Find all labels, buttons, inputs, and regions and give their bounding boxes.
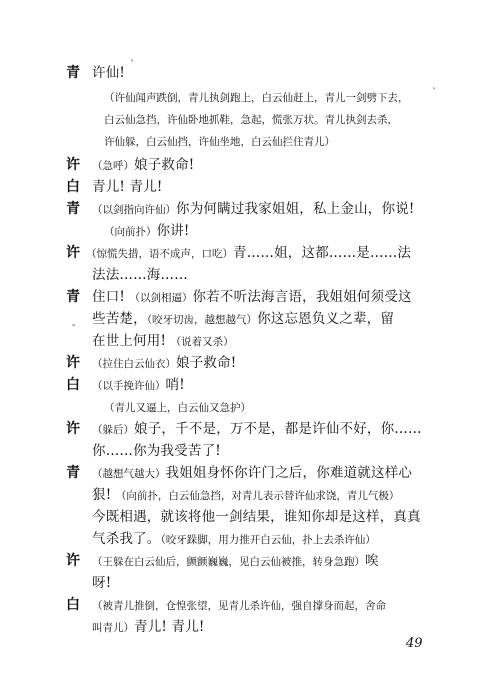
stage-direction: 叫青儿） xyxy=(92,622,134,634)
stage-direction-line: 白云仙急挡，许仙卧地抓鞋，急起，慌张万状。青儿执剑去杀， xyxy=(104,114,398,126)
speaker-name: 青 xyxy=(66,65,80,81)
dialogue-line xyxy=(92,506,452,528)
stray-mark: - xyxy=(72,320,76,331)
speech-text: 在世上何用! xyxy=(92,333,171,349)
speech-text: 娘子救命! xyxy=(176,355,237,371)
stage-direction: （说着又杀） xyxy=(170,336,234,348)
stage-direction: （咬牙切齿，越想越气） xyxy=(146,314,258,326)
stage-direction: （躲后） xyxy=(92,424,134,436)
dialogue-line xyxy=(104,396,464,419)
stage-direction-line: 许仙躲，白云仙挡，许仙坐地，白云仙拦住青儿） xyxy=(104,136,335,148)
stray-mark: ` xyxy=(130,60,135,71)
stage-direction: （向前扑，白云仙急挡，对青儿表示替许仙求饶，青儿气极） xyxy=(115,490,400,502)
dialogue-line xyxy=(92,286,452,309)
speech-text: 狠! xyxy=(92,487,116,503)
speech-text: 些苦楚， xyxy=(92,311,147,327)
speaker-name: 白 xyxy=(66,179,80,195)
speaker-name: 许 xyxy=(66,355,80,371)
dialogue-line xyxy=(92,308,452,331)
dialogue-line xyxy=(92,462,452,485)
speech-text: 我姐姐身怀你许门之后，你难道就这样心 xyxy=(165,465,413,481)
dialogue-line xyxy=(92,418,452,441)
stray-mark: ` xyxy=(432,88,437,99)
stage-direction: （咬牙跺脚，用力推开白云仙，扑上去杀许仙） xyxy=(160,534,376,546)
dialogue-line xyxy=(92,374,452,397)
speech-text: 你若不听法海言语，我姐姐何须受这 xyxy=(192,289,412,305)
stage-direction: （青儿又逼上，白云仙又急护） xyxy=(104,402,251,414)
speech-text: 许仙! xyxy=(92,65,126,81)
speaker-name: 青 xyxy=(66,289,80,305)
dialogue-line xyxy=(92,176,452,198)
speaker-name: 许 xyxy=(66,421,80,437)
stage-direction: （以剑指向许仙） xyxy=(92,204,176,216)
speech-text: 法法……海…… xyxy=(92,267,188,283)
stage-direction: （以手挽许仙） xyxy=(92,380,166,392)
dialogue-line xyxy=(92,330,452,353)
stage-direction: （急呼） xyxy=(92,160,134,172)
dialogue-line xyxy=(92,352,452,375)
stage-direction: （越想气越大） xyxy=(92,468,166,480)
dialogue-line xyxy=(92,594,452,617)
speech-text: 娘子救命! xyxy=(134,157,195,173)
dialogue-line xyxy=(104,220,464,243)
stage-direction-line: （许仙闻声跌倒，青儿执剑跑上，白云仙赶上，青儿一剑劈下去， xyxy=(104,92,409,104)
speech-text: 青儿! 青儿! xyxy=(92,179,163,195)
speaker-name: 白 xyxy=(66,377,80,393)
dialogue-line xyxy=(92,264,452,286)
speaker-name: 青 xyxy=(66,201,80,217)
dialogue-line xyxy=(86,242,446,265)
speech-text: 今既相遇，就该将他一剑结果，谁知你却是这样，真真 xyxy=(92,509,421,525)
speaker-name: 青 xyxy=(66,465,80,481)
dialogue-line xyxy=(92,528,452,551)
speech-text: 唉 xyxy=(365,553,379,569)
dialogue-line xyxy=(92,198,452,221)
speaker-name: 许 xyxy=(66,245,80,261)
dialogue-line xyxy=(92,572,452,594)
page-number: 49 xyxy=(406,636,423,651)
stage-direction: （拉住白云仙衣） xyxy=(92,358,176,370)
dialogue-line xyxy=(92,440,452,462)
stage-direction: （以剑相逼） xyxy=(129,292,193,304)
speaker-name: 白 xyxy=(66,597,80,613)
stage-direction: （王躲在白云仙后，颤颤巍巍，见白云仙被推，转身急跑） xyxy=(92,556,365,568)
stage-direction: （惊慌失措，语不成声，口吃） xyxy=(86,248,233,260)
speech-text: 娘子，千不是，万不是，都是许仙不好，你…… xyxy=(134,421,422,437)
speech-text: 气杀我了。 xyxy=(92,531,161,547)
speech-text: 青儿! 青儿! xyxy=(134,619,205,635)
speaker-name: 许 xyxy=(66,157,80,173)
speech-text: 住口! xyxy=(92,289,130,305)
dialogue-line xyxy=(92,616,452,639)
speech-text: 哨! xyxy=(165,377,185,393)
stage-direction: （被青儿推倒，仓惶张望，见青儿杀许仙，强自撑身而起，舍命 xyxy=(92,600,386,612)
speaker-name: 许 xyxy=(66,553,80,569)
speech-text: 呀! xyxy=(92,575,112,591)
speech-text: 你……你为我受苦了! xyxy=(92,443,221,459)
dialogue-line xyxy=(92,550,452,573)
dialogue-line xyxy=(92,154,452,177)
speech-text: 青……姐，这都……是……法 xyxy=(233,245,412,261)
dialogue-line xyxy=(92,62,452,84)
speech-text: 你这忘恩负义之辈，留 xyxy=(257,311,395,327)
speech-text: 你讲! xyxy=(156,223,190,239)
stage-direction: （向前扑） xyxy=(104,226,157,238)
speech-text: 你为何瞒过我家姐姐，私上金山，你说! xyxy=(176,201,415,217)
dialogue-line xyxy=(92,484,452,507)
